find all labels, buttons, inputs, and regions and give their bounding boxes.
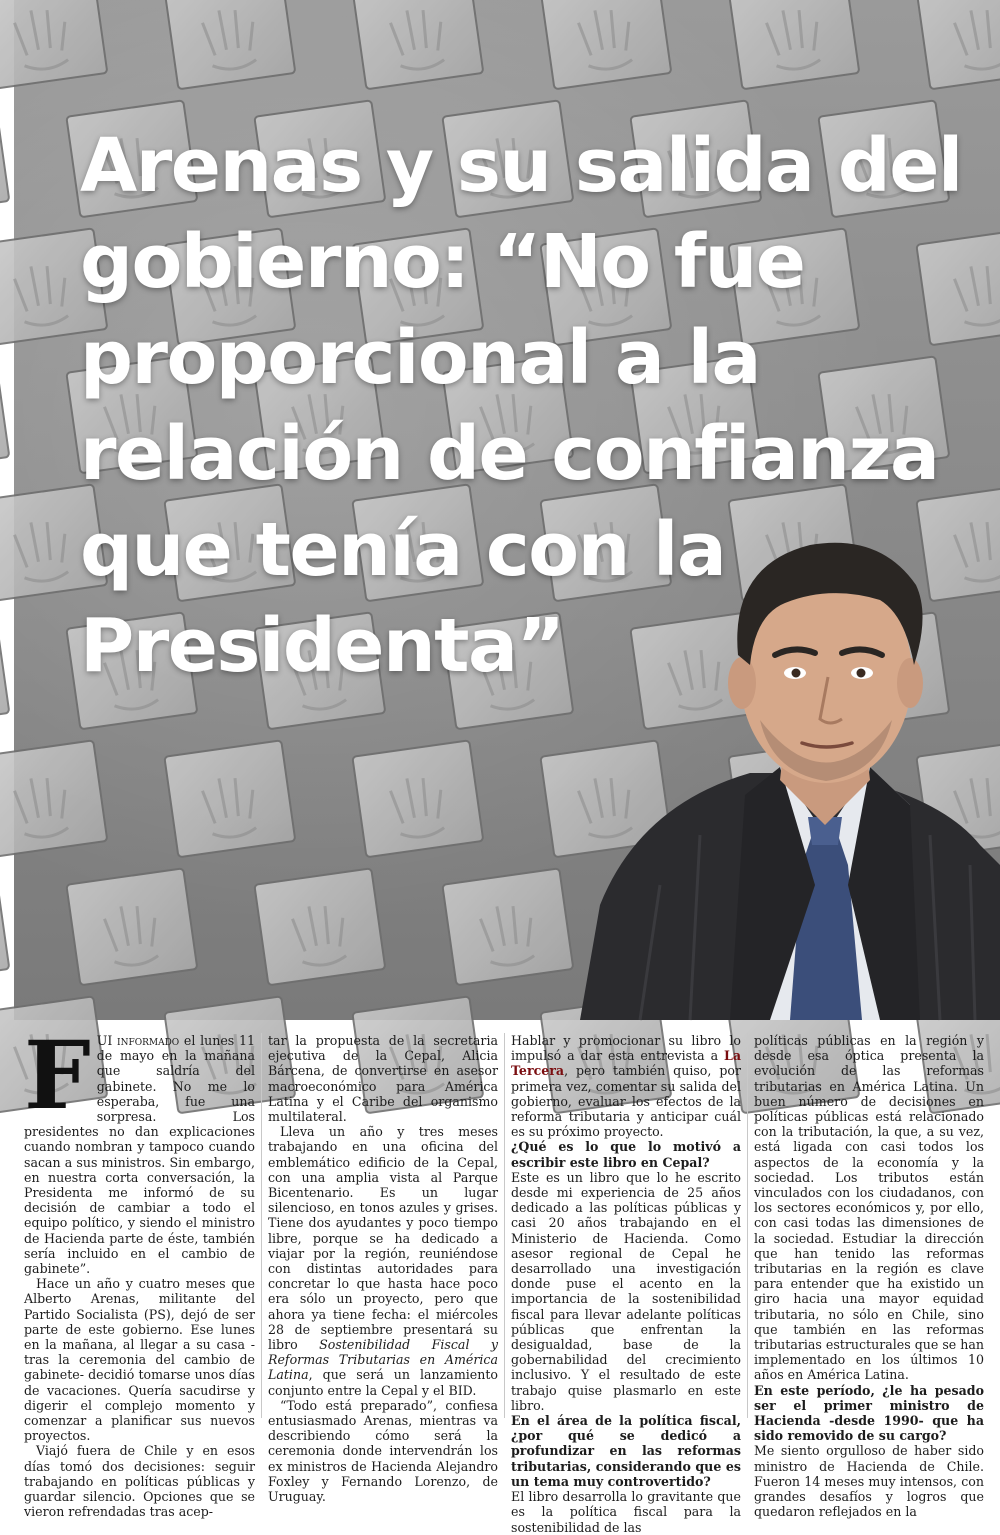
paragraph-text: el lunes 11 de mayo en la mañana que saldría del gabinete. No me lo esperaba, fue una sorpresa. Los presidentes no dan explicaciones cuando nombran y tampoco cuando sacan a sus ministros. Sin embargo, en nuestra corta conversación, la Presidenta me informó de su decisión de cambiar a todo el equipo político, y siendo el ministro de Hacienda parte de éste, también sería incluido en el cambio de gabinete”. [24,1033,255,1277]
article-column-2 [261,1033,504,1505]
article-column-3 [504,1033,747,1535]
article-column-1 [18,1021,261,1520]
paragraph [511,1033,741,1139]
stone-tile [352,0,483,89]
paragraph: políticas públicas en la región y desde esa óptica presenta la evolución de las reformas tributarias en América Latina. Un buen número de decisiones en políticas públicas está relacionado con la tributación, la que, a su vez, está ligada con casi todos los aspectos de la economía y la sociedad. Los tributos están vinculados con los ciudadanos, con los sectores económicos y, por ello, con casi todas las dimensiones de la sociedad. Estudiar la dirección que han tenido las reformas tributarias en la región es clave para entender que ha existido un giro hacia una mayor equidad tributaria, no sólo en Chile, sino que también en las reformas tributarias estructurales que se han implementado en los últimos 10 años en América Latina. [754,1033,984,1383]
stone-tile [540,0,671,89]
headline-line: que tenía con la [80,507,726,593]
stone-tile [164,0,295,89]
stone-tile [66,868,197,985]
pupil-left [792,669,801,678]
stone-tile [352,740,483,857]
headline-line: relación de confianza [80,411,939,497]
stone-tile [0,0,107,89]
portrait-photo [580,505,1000,1020]
book-title: Sostenibilidad Fiscal y Reformas Tributarias en América Latina [268,1337,498,1383]
hero-photo [14,0,1000,1020]
stone-tile [0,868,9,985]
interview-answer: El libro desarrolla lo gravitante que es la política fiscal para la sostenibilidad de las [511,1489,741,1535]
stone-tile [442,868,573,985]
ear-left [728,657,756,709]
paragraph-text: Lleva un año y tres meses trabajando en una oficina del emblemático edificio de la Cepal, con una amplia vista al Parque Bicentenario. Es un lugar silencioso, en tonos azules y grises. Tiene dos ayudantes y poco tiempo libre, porque se ha dedicado a viajar por la región, reuniéndose con distintas autoridades para concretar lo que hasta hace poco era sólo un proyecto, pero que ahora ya tiene fecha: el miércoles 28 de septiembre presentará su libro [268,1124,498,1353]
newspaper-name: La Tercera [511,1048,741,1079]
paragraph: Viajó fuera de Chile y en esos días tomó dos decisiones: seguir trabajando en políticas públicas y guardar silencio. Opciones que se vieron refrendadas tras acep- [24,1443,255,1520]
stone-tile [0,612,9,729]
paragraph-text: , que será un lanzamiento conjunto entre la Cepal y el BID. [268,1367,498,1398]
lead-in: UI informado [96,1033,180,1048]
interview-question: En el área de la política fiscal, ¿por qué se dedicó a profundizar en las reformas tributarias, considerando que es un tema muy controvertido? [511,1413,741,1489]
pupil-right [857,669,866,678]
stone-tile [0,100,9,217]
paragraph: tar la propuesta de la secretaria ejecutiva de la Cepal, Alicia Bárcena, de convertirse en asesor macroeconómico para América Latina y el Caribe del organismo multilateral. [268,1033,498,1125]
headline-line: gobierno: “No fue [80,219,805,305]
paragraph: “Todo está preparado”, confiesa entusiasmado Arenas, mientras va describiendo cómo será la ceremonia donde intervendrán los ex ministros de Hacienda Alejandro Foxley y Fernando Lorenzo, de Uruguay. [268,1397,498,1505]
interview-answer: Me siento orgulloso de haber sido ministro de Hacienda de Chile. Fueron 14 meses muy intensos, con grandes desafíos y logros que quedaron reflejados en la [754,1443,984,1520]
headline-line: proporcional a la [80,315,760,401]
paragraph-text: , pero también quiso, por primera vez, comentar su salida del gobierno, evaluar los efectos de la reforma tributaria y anticipar cuál es su próximo proyecto. [511,1063,741,1140]
ear-right [897,658,923,708]
stone-tile [728,0,859,89]
headline-line: Presidenta” [80,603,564,689]
paragraph-text: Hablar y promocionar su libro lo impulsó a dar esta entrevista a [511,1033,741,1064]
interview-question: En este período, ¿le ha pesado ser el primer ministro de Hacienda -desde 1990- que ha sido removido de su cargo? [754,1382,984,1444]
stone-tile [254,868,385,985]
paragraph [24,1021,255,1277]
stone-tile [0,356,9,473]
interview-answer: Este es un libro que lo he escrito desde mi experiencia de 25 años dedicado a las políticas públicas y casi 20 años trabajando en el Ministerio de Hacienda. Como asesor regional de Cepal he desarrollado una investigación donde puse el acento en la importancia de la sostenibilidad fiscal para llevar adelante políticas públicas que enfrentan la desigualdad, base de la gobernabilidad del crecimiento inclusivo. Y el resultado de este trabajo quise plasmarlo en este libro. [511,1169,741,1413]
headline-line: Arenas y su salida del [80,123,962,209]
paragraph [268,1124,498,1398]
paragraph: Hace un año y cuatro meses que Alberto Arenas, militante del Partido Socialista (PS), dejó de ser parte de este gobierno. Ese lunes en la mañana, al llegar a su casa -tras la ceremonia del cambio de gabinete- decidió tomarse unos días de vacaciones. Quería sacudirse y digerir el complejo momento y comenzar a planificar sus nuevos proyectos. [24,1276,255,1444]
article-column-4 [747,1033,990,1520]
interview-question: ¿Qué es lo que lo motivó a escribir este libro en Cepal? [511,1139,741,1170]
article-body [18,1021,990,1535]
stone-tile [164,740,295,857]
dropcap: F [24,1021,91,1131]
